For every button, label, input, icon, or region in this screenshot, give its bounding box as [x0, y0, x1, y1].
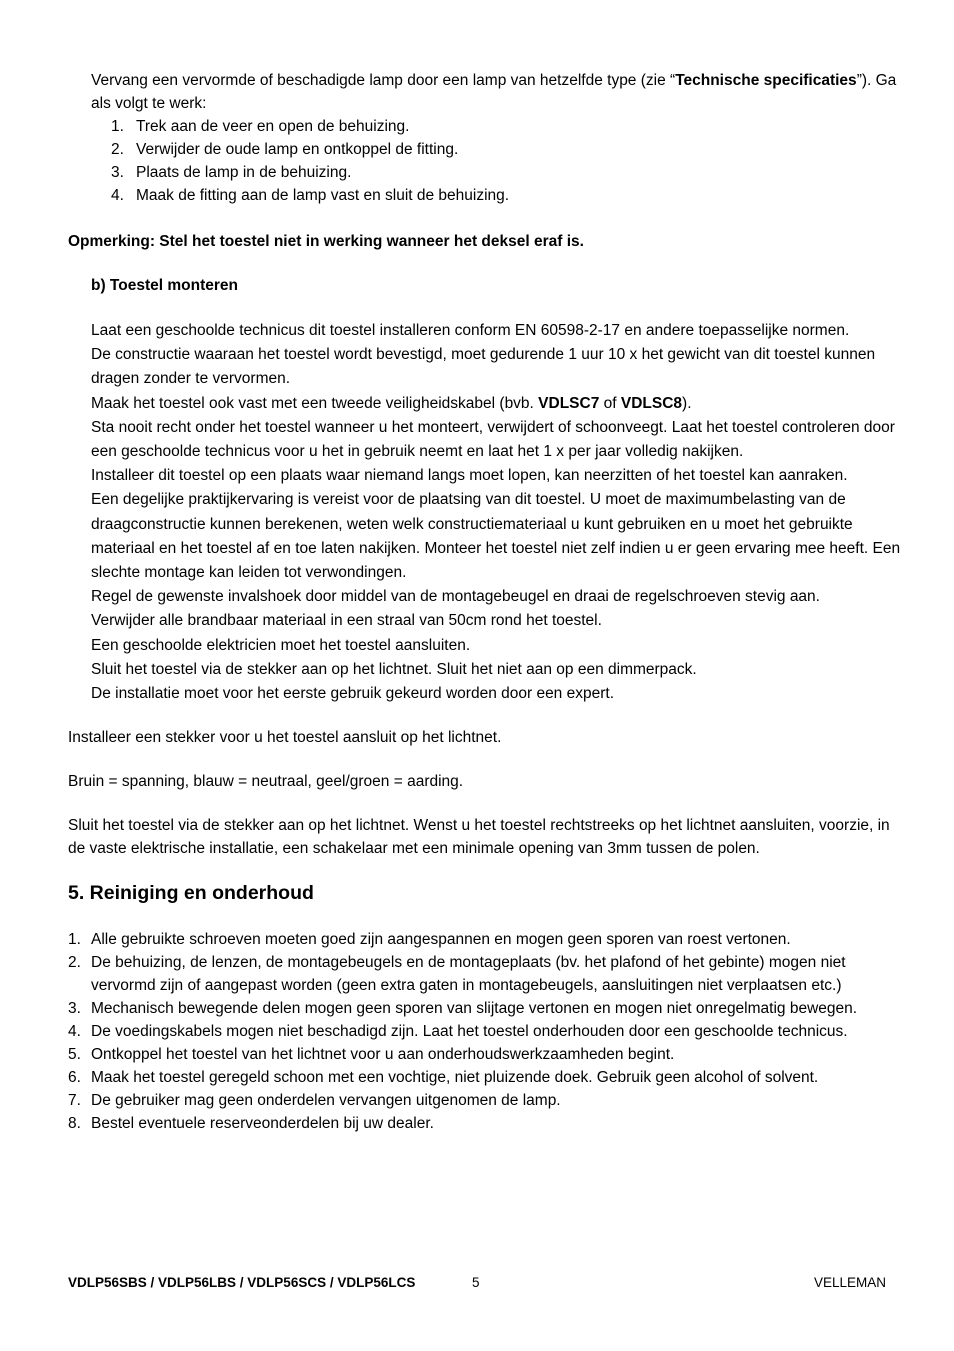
list-text: Maak de fitting aan de lamp vast en sluit de behuizing. [136, 187, 510, 204]
list-item [91, 184, 901, 207]
list-text: De gebruiker mag geen onderdelen vervangen uitgenomen de lamp. [91, 1092, 561, 1109]
mount-paragraph: De installatie moet voor het eerste gebruik gekeurd worden door een expert. [91, 685, 614, 703]
mount-paragraph: Sluit het toestel via de stekker aan op het lichtnet. Sluit het niet aan op een dimmerpack. [91, 660, 697, 678]
list-text: De voedingskabels mogen niet beschadigd zijn. Laat het toestel onderhouden door een geschoolde technicus. [91, 1023, 848, 1040]
list-item [68, 1020, 898, 1043]
list-number: 2. [68, 954, 81, 971]
list-number: 4. [111, 187, 124, 204]
list-number: 3. [111, 164, 124, 181]
mount-paragraph: Verwijder alle brandbaar materiaal in een straal van 50cm rond het toestel. [91, 612, 602, 630]
mount-text: Maak het toestel ook vast met een tweede veiligheidskabel (bvb. [91, 394, 539, 412]
mount-paragraph: Een degelijke praktijkervaring is vereist voor de plaatsing van dit toestel. U moet de maximumbelasting van de draagconstructie kunnen berekenen, weten welk constructiemateriaal u kunt gebruiken en u moet het gebruikte materiaal en het toestel af en toe laten nakijken. Monteer het toestel niet zelf indien u er geen ervaring mee heeft. Een slechte montage kan leiden tot verwondingen. [91, 491, 901, 582]
list-number: 1. [111, 118, 124, 135]
list-number: 3. [68, 1000, 81, 1017]
product-code: VDLSC8 [620, 394, 683, 412]
list-item [91, 161, 901, 184]
list-number: 5. [68, 1046, 81, 1063]
wiring-paragraph: Bruin = spanning, blauw = neutraal, geel/groen = aarding. [68, 773, 464, 790]
list-number: 2. [111, 141, 124, 158]
list-item [68, 997, 898, 1020]
list-number: 7. [68, 1092, 81, 1109]
list-item [91, 138, 901, 161]
product-code: VDLSC7 [538, 394, 600, 412]
list-item [68, 928, 898, 951]
intro-paragraph [91, 69, 901, 207]
section-heading: 5. Reiniging en onderhoud [68, 882, 314, 904]
list-number: 4. [68, 1023, 81, 1040]
list-item [68, 1112, 898, 1135]
list-item [68, 951, 898, 997]
list-text: Mechanisch bewegende delen mogen geen sporen van slijtage vertonen en mogen niet onregelmatig bewegen. [91, 1000, 858, 1017]
intro-bold-ref: Technische specificaties [675, 72, 857, 89]
intro-text-end: ”). Ga als volgt te werk: [91, 72, 897, 112]
mount-paragraph: Regel de gewenste invalshoek door middel van de montagebeugel en draai de regelschroeven stevig aan. [91, 588, 820, 606]
mount-paragraph [91, 392, 901, 416]
list-text: Ontkoppel het toestel van het lichtnet voor u aan onderhoudswerkzaamheden begint. [91, 1046, 675, 1063]
mount-paragraph: Een geschoolde elektricien moet het toestel aansluiten. [91, 636, 471, 654]
connect-paragraph: Sluit het toestel via de stekker aan op het lichtnet. Wenst u het toestel rechtstreeks op het lichtnet aansluiten, voorzie, in de vaste elektrische installatie, een schakelaar met een minimale opening van 3mm tussen de polen. [68, 817, 890, 857]
mount-paragraph: Installeer dit toestel op een plaats waar niemand langs moet lopen, kan neerzitten of het toestel kan aanraken. [91, 467, 848, 485]
footer-brand: VELLEMAN [813, 1275, 886, 1290]
plug-paragraph: Installeer een stekker voor u het toestel aansluit op het lichtnet. [68, 729, 502, 746]
list-text: Verwijder de oude lamp en ontkoppel de fitting. [136, 141, 459, 158]
list-item [68, 1066, 898, 1089]
footer-models: VDLP56SBS / VDLP56LBS / VDLP56SCS / VDLP56LCS [68, 1275, 416, 1290]
mount-text: of [599, 394, 621, 412]
list-text: Bestel eventuele reserveonderdelen bij uw dealer. [91, 1115, 434, 1132]
warning-note: Opmerking: Stel het toestel niet in werking wanneer het deksel eraf is. [68, 233, 584, 250]
mount-paragraph: Sta nooit recht onder het toestel wanneer u het monteert, verwijdert of schoonveegt. Laat het toestel controleren door een geschoolde technicus voor u het in gebruik neemt en laat het 1 x per jaar volledig nakijken. [91, 418, 895, 461]
page-number: 5 [472, 1275, 480, 1290]
list-text: Plaats de lamp in de behuizing. [136, 164, 352, 181]
list-number: 8. [68, 1115, 81, 1132]
mount-text: ). [682, 394, 692, 412]
intro-text [91, 69, 901, 115]
list-item [68, 1089, 898, 1112]
list-number: 6. [68, 1069, 81, 1086]
list-text: Alle gebruikte schroeven moeten goed zijn aangespannen en mogen geen sporen van roest vertonen. [91, 931, 791, 948]
lamp-replacement-steps [91, 115, 901, 207]
list-text: Trek aan de veer en open de behuizing. [136, 118, 410, 135]
list-text: Maak het toestel geregeld schoon met een vochtige, niet pluizende doek. Gebruik geen alcohol of solvent. [91, 1069, 819, 1086]
intro-text-start: Vervang een vervormde of beschadigde lamp door een lamp van hetzelfde type (zie “ [91, 72, 676, 89]
mount-paragraph: Laat een geschoolde technicus dit toestel installeren conform EN 60598-2-17 en andere toepasselijke normen. [91, 322, 850, 339]
list-text: De behuizing, de lenzen, de montagebeugels en de montageplaats (bv. het plafond of het gebinte) mogen niet vervormd zijn of aangepast worden (geen extra gaten in montagebeugels, aansluitingen niet verplaatsen etc.) [91, 954, 846, 994]
mounting-instructions [91, 319, 901, 706]
list-number: 1. [68, 931, 81, 948]
list-item [91, 115, 901, 138]
mount-paragraph: De constructie waaraan het toestel wordt bevestigd, moet gedurende 1 uur 10 x het gewicht van dit toestel kunnen dragen zonder te vervormen. [91, 346, 876, 388]
subsection-heading: b) Toestel monteren [91, 277, 238, 294]
list-item [68, 1043, 898, 1066]
maintenance-list [68, 928, 898, 1135]
